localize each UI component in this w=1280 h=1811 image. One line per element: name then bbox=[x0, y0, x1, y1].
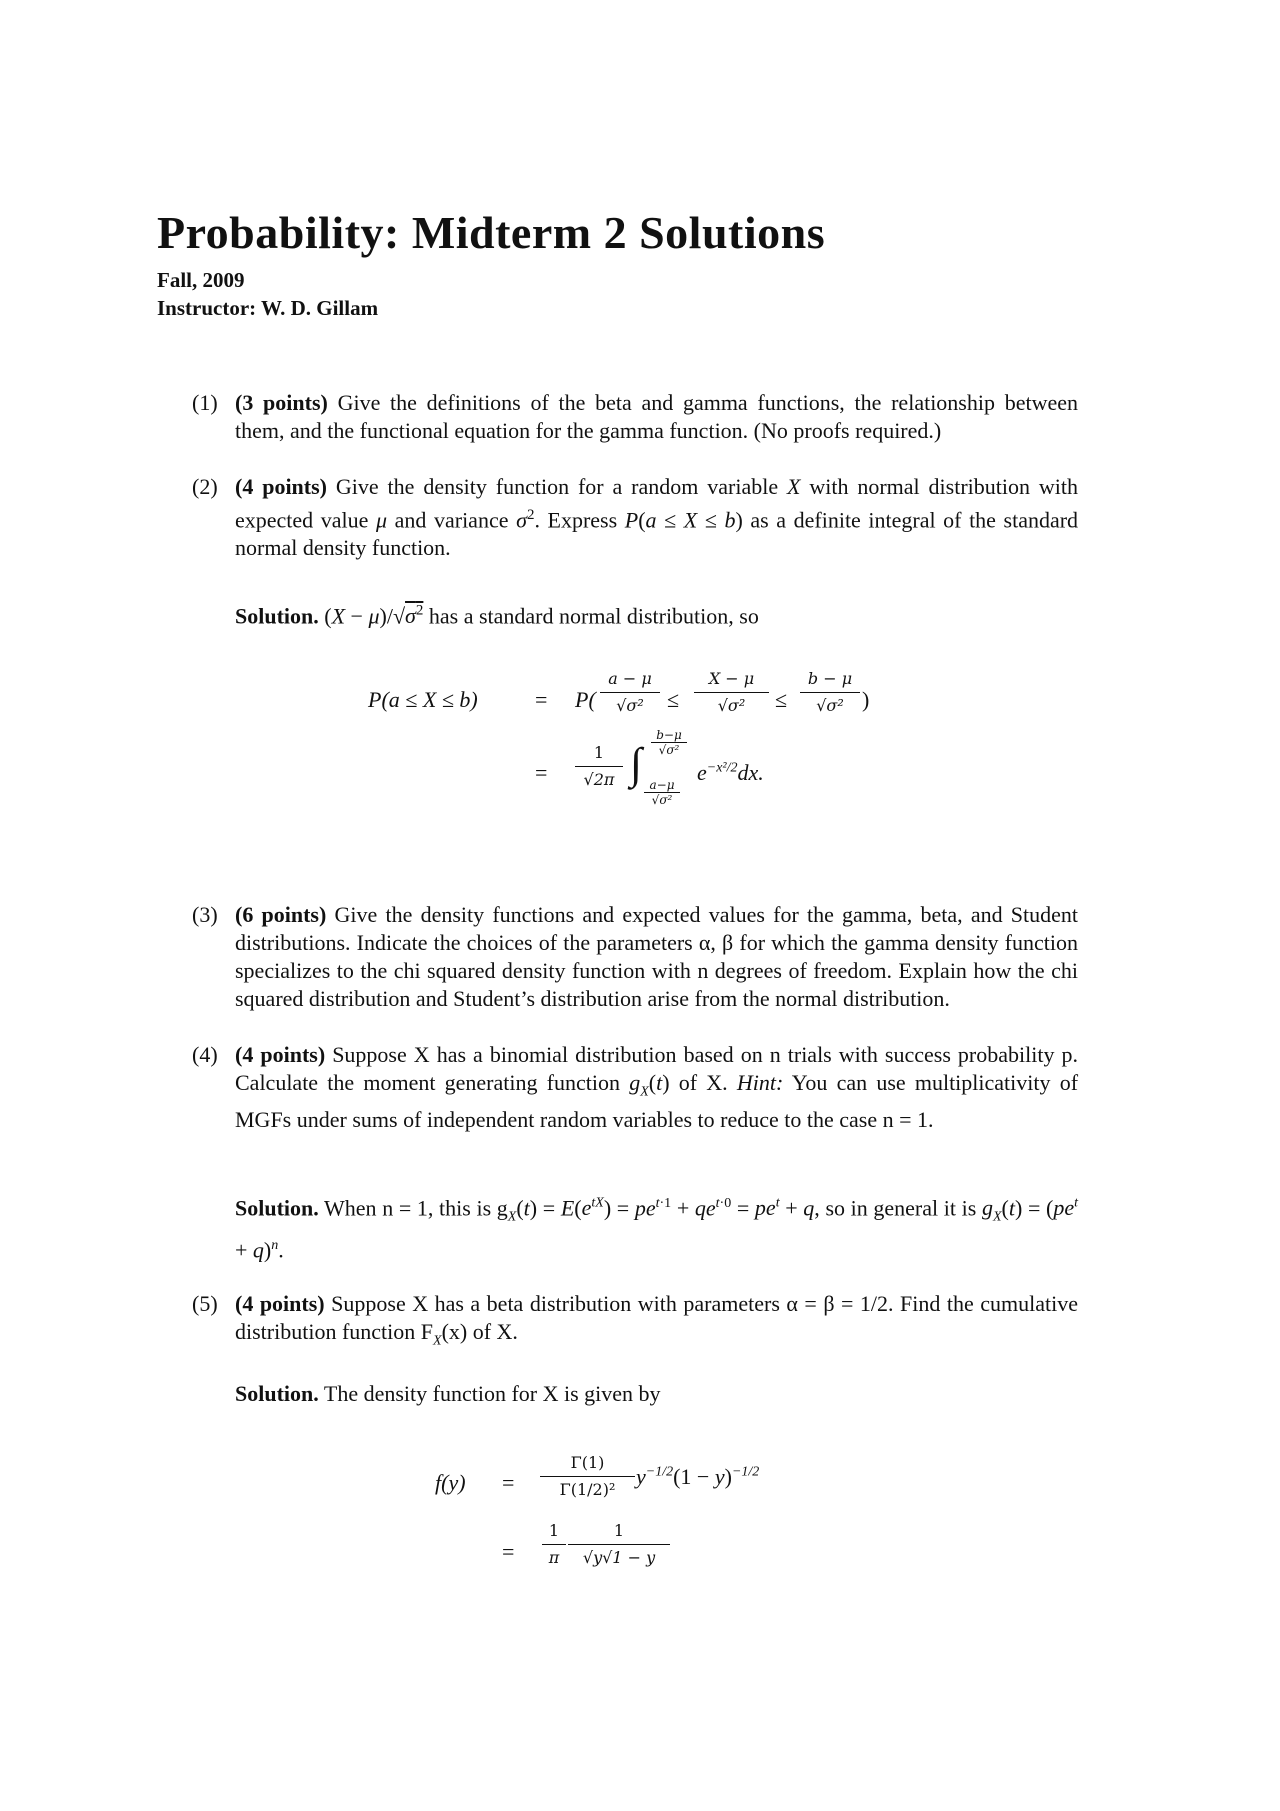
solution-4: Solution. When n = 1, this is $g_X(t) = E(e^{tX}) = pe^{t\cdot 1} + qe^{t\cdot 0} = pe^t + q$, so in general it is $g_X(t) = (pe^t + q)^n$. bbox=[235, 1195, 1079, 1263]
solution-text: so in general it is bbox=[825, 1195, 977, 1221]
problem-points: (4 points) bbox=[235, 1291, 325, 1316]
problem-text: Suppose X has a beta distribution with parameters α = β = 1/2. Find the cumulative distribution function F bbox=[235, 1291, 1079, 1344]
problem-text: and variance bbox=[394, 507, 509, 533]
problem-1 bbox=[192, 389, 1078, 445]
term-line: Fall, 2009 bbox=[157, 268, 245, 292]
solution-text: When n = 1, this is g bbox=[324, 1195, 508, 1221]
solution-label: Solution. bbox=[235, 603, 319, 629]
problem-text: You can use multiplicativity of MGFs under sums of independent random variables to reduce to the case n = 1. bbox=[235, 1070, 1079, 1133]
problem-points: (4 points) bbox=[235, 474, 328, 499]
hint-label: Hint: bbox=[736, 1070, 784, 1095]
solution-2: Solution. $(X - \mu)/√\sigma^2$ has a standard normal distribution, so bbox=[235, 603, 759, 629]
problem-number: (5) bbox=[192, 1291, 218, 1316]
solution-text: The density function for X is given by bbox=[323, 1381, 661, 1406]
problem-number: (2) bbox=[192, 474, 218, 499]
problem-points: (6 points) bbox=[235, 902, 327, 927]
problem-text: (x) of X. bbox=[441, 1319, 518, 1344]
solution-text: has a standard normal distribution, so bbox=[428, 603, 759, 629]
problem-5: (5) (4 points) Suppose X has a beta distribution with parameters α = β = 1/2. Find the cumulative distribution function $F_X(x)$ of X. bbox=[192, 1291, 1079, 1349]
problem-text: Give the definitions of the beta and gamma functions, the relationship between them, and the functional equation for the gamma function. (No proofs required.) bbox=[235, 390, 1078, 443]
problem-text: . Express bbox=[534, 507, 618, 533]
solution-5 bbox=[235, 1380, 1078, 1408]
problem-text: Suppose X has a binomial distribution based on n trials with success probability p. Calculate the moment generating function bbox=[235, 1042, 1078, 1095]
page-title: Probability: Midterm 2 Solutions bbox=[157, 207, 826, 258]
problem-text: Give the density function for a random variable bbox=[335, 474, 779, 499]
problem-text: Give the density functions and expected values for the gamma, beta, and Student distributions. Indicate the choices of the parameters α, β for which the gamma density function specializes to the chi squared density function with n degrees of freedom. Explain how the chi squared distribution and Student’s distribution arise from the normal distribution. bbox=[235, 902, 1079, 1011]
problem-number: (1) bbox=[192, 390, 218, 415]
problem-points: (3 points) bbox=[235, 390, 328, 415]
problem-text: as a definite integral of the standard normal density function. bbox=[235, 507, 1079, 561]
solution-label: Solution. bbox=[235, 1195, 319, 1221]
problem-4: (4) (4 points) Suppose X has a binomial distribution based on n trials with success probability p. Calculate the moment generating function $g_X(t)$ of X. Hint: You can use multiplicativity of MGFs under sums of independent random variables to reduce to the case n = 1. bbox=[192, 1042, 1079, 1133]
problem-3 bbox=[192, 901, 1078, 1013]
problem-2: (2) (4 points) Give the density function for a random variable X with normal distribution with expected value μ and variance $\sigma^2$. Express P(a ≤ X ≤ b) as a definite integral of the standard normal density function. bbox=[192, 474, 1079, 561]
instructor-line: Instructor: W. D. Gillam bbox=[157, 296, 379, 320]
problem-number: (3) bbox=[192, 902, 218, 927]
problem-text: of X. bbox=[678, 1070, 728, 1095]
problem-number: (4) bbox=[192, 1042, 218, 1067]
problem-points: (4 points) bbox=[235, 1042, 326, 1067]
solution-label: Solution. bbox=[235, 1381, 319, 1406]
problem-text: with normal distribution with expected value bbox=[235, 474, 1078, 533]
